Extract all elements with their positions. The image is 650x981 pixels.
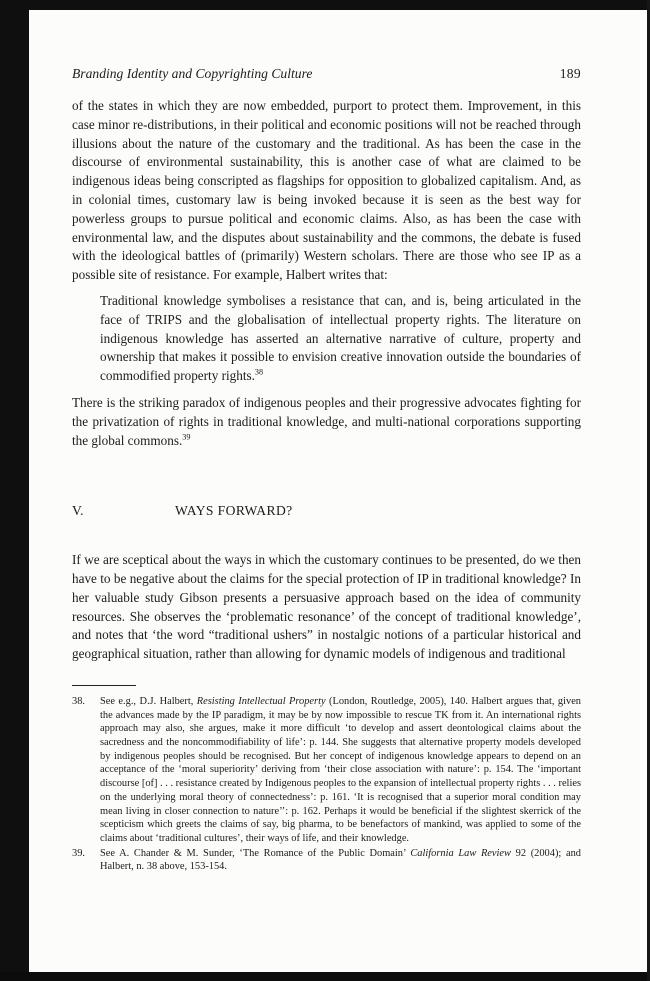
text-segment: (London, Routledge, 2005), 140. Halbert argues that, given the advances made by the IP paradigm, it may be by now impossible to rescue TK from it. An international rights approach may also, she argues, make it more difficult ‘to develop and assert deontological claims about the sacredness and the noncommodifiability of life’: p. 144. She suggests that alternative property models developed by indigenous peoples should be recognised. But her concept of indigenous knowledge appears to depend on an acceptance of the ‘moral superiority’ deriving from ‘their close association with nature’: p. 154. The ‘important discourse [of] . . . resistance created by Indigenous peoples to the expansion of intellectual property rights . . . relies on the underlying moral theory of connectedness’: p. 161. ‘It is recognised that a superior moral condition may mean living in closer connection to nature’’: p. 162. Perhaps it would be beneficial if the slightest skerrick of the scepticism which greets the claims of say, big pharma, to be benefactors of mankind, was applied to some of the claims about ‘traditional cultures’, their ways of life, and their knowledge.: [100, 695, 581, 844]
body-paragraph: [72, 97, 581, 285]
body-paragraph: [72, 551, 581, 664]
footnote-text: [100, 847, 581, 874]
text-segment: See e.g., D.J. Halbert,: [100, 695, 197, 707]
italic-text: Resisting Intellectual Property: [196, 695, 326, 707]
body-paragraph: [72, 394, 581, 450]
text-segment: See A. Chander & M. Sunder, ‘The Romance of the Public Domain’: [100, 847, 411, 859]
footnote-area: [72, 685, 581, 874]
text-segment: Traditional knowledge symbolises a resistance that can, and is, being articulated in the face of TRIPS and the globalisation of intellectual property rights. The literature on indigenous knowledge has asserted an alternative narrative of culture, property and ownership that makes it possible to envision creative innovation outside the boundaries of commodified property rights.: [100, 292, 581, 384]
footnote-marker: 38: [254, 367, 264, 377]
section-heading: [72, 502, 581, 521]
footnotes-list: [72, 695, 581, 874]
page-number: 189: [559, 66, 581, 81]
running-head: [72, 66, 581, 82]
footnote-item: [72, 847, 581, 874]
text-segment: 92 (2004); and Halbert, n. 38 above, 153-154.: [100, 847, 581, 873]
footnote-marker: 39: [182, 432, 191, 442]
italic-text: California Law Review: [410, 847, 511, 859]
footnote-number: 39.: [72, 847, 85, 859]
footnote-number: 38.: [72, 695, 85, 707]
book-title: Branding Identity and Copyrighting Culture: [72, 66, 313, 81]
footnote-text: [100, 695, 581, 846]
section-title: WAYS FORWARD?: [175, 503, 293, 519]
section-number: V.: [72, 503, 84, 519]
footnote-divider: [72, 685, 136, 686]
text-segment: There is the striking paradox of indigenous peoples and their progressive advocates fighting for the privatization of rights in traditional knowledge, and multi-national corporations supporting the global commons.: [72, 394, 581, 448]
page-body: [72, 97, 581, 664]
text-segment: of the states in which they are now embedded, purport to protect them. Improvement, in this case minor re-distributions, in their political and economic positions will not be reached through illusions about the nature of the customary and the traditional. As has been the case in the discourse of environmental sustainability, this is another case of what are claimed to be indigenous ideas being conscripted as flagships for opposition to globalized capitalism. And, as in colonial times, customary law is being invoked because it is seen as the best way for powerless groups to pursue political and economic claims. Also, as has been the case with environmental law, and the disputes about sustainability and the commons, the debate is fused with the ideological battles of (primarily) Western scholars. There are those who see IP as a possible site of resistance. For example, Halbert writes that:: [72, 98, 581, 283]
text-segment: If we are sceptical about the ways in which the customary continues to be presented, do we then have to be negative about the claims for the special protection of IP in traditional knowledge? In her valuable study Gibson presents a persuasive approach based on the idea of community resources. She observes the ‘problematic resonance’ of the concept of traditional knowledge’, and notes that ‘the word “traditional ushers” in nostalgic notions of a particular historical and geographical situation, rather than allowing for dynamic models of indigenous and traditional: [72, 552, 581, 662]
footnote-item: [72, 695, 581, 846]
block-quote: [100, 292, 581, 386]
